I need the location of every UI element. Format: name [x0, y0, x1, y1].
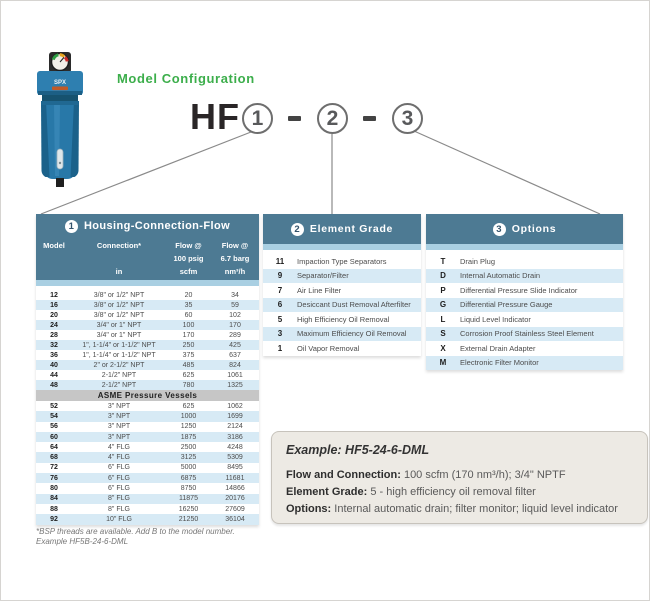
example-options-line: Options: Internal automatic drain; filter monitor; liquid level indicator	[286, 503, 618, 515]
table-row: M Electronic Filter Monitor	[426, 356, 623, 371]
dash-separator	[288, 116, 301, 121]
sight-glass	[57, 149, 63, 169]
table-row: 20 3/8" or 1/2" NPT 60 102	[36, 310, 259, 320]
drain-stub	[56, 178, 64, 187]
table1-title: Housing-Connection-Flow	[83, 220, 231, 232]
table-row: 12 3/8" or 1/2" NPT 20 34	[36, 290, 259, 300]
table-row: 3 Maximum Efficiency Oil Removal	[263, 327, 421, 342]
table2-title: Element Grade	[309, 223, 394, 235]
table-row: D Internal Automatic Drain	[426, 269, 623, 284]
table-row: L Liquid Level Indicator	[426, 312, 623, 327]
table-row: 80 6" FLG 8750 14866	[36, 483, 259, 493]
table-row: 44 2-1/2" NPT 625 1061	[36, 370, 259, 380]
table-row: 28 3/4" or 1" NPT 170 289	[36, 330, 259, 340]
table-row: 60 3" NPT 1875 3186	[36, 432, 259, 442]
table-row: 5 High Efficiency Oil Removal	[263, 312, 421, 327]
segment-circle-3: 3	[392, 103, 423, 134]
table2-rows	[263, 254, 421, 356]
table1-asme-rows	[36, 401, 259, 525]
page-title: Model Configuration	[117, 71, 255, 86]
table-row: S Corrosion Proof Stainless Steel Element	[426, 327, 623, 342]
table-row: 56 3" NPT 1250 2124	[36, 422, 259, 432]
table-row: 16 3/8" or 1/2" NPT 35 59	[36, 300, 259, 310]
table-row: 68 4" FLG 3125 5309	[36, 452, 259, 462]
table-row: 9 Separator/Filter	[263, 269, 421, 284]
bsp-footnote: *BSP threads are available. Add B to the model number. Example HF5B-24-6-DML	[36, 527, 235, 546]
table-options	[426, 214, 623, 370]
table3-title-bar	[426, 214, 623, 244]
table-row: 48 2-1/2" NPT 780 1325	[36, 380, 259, 390]
asme-section-band: ASME Pressure Vessels	[36, 390, 259, 401]
example-flow-line: Flow and Connection: 100 scfm (170 nm³/h); 3/4" NPTF	[286, 469, 566, 481]
table1-number-badge: 1	[65, 220, 78, 233]
table-row: 36 1", 1-1/4" or 1-1/2" NPT 375 637	[36, 350, 259, 360]
example-grade-line: Element Grade: 5 - high efficiency oil removal filter	[286, 486, 536, 498]
example-box	[271, 431, 648, 524]
table-housing-connection-flow	[36, 214, 259, 525]
table-row: 52 3" NPT 625 1062	[36, 401, 259, 411]
example-title: Example: HF5-24-6-DML	[286, 443, 430, 457]
table-row: T Drain Plug	[426, 254, 623, 269]
model-prefix: HF	[190, 96, 240, 137]
table-row: P Differential Pressure Slide Indicator	[426, 283, 623, 298]
table-row: 40 2" or 2-1/2" NPT 485 824	[36, 360, 259, 370]
table-row: 76 6" FLG 6875 11681	[36, 473, 259, 483]
table-row: 24 3/4" or 1" NPT 100 170	[36, 320, 259, 330]
segment-circle-1: 1	[242, 103, 273, 134]
table2-number-badge: 2	[291, 223, 304, 236]
table-row: 6 Desiccant Dust Removal Afterfilter	[263, 298, 421, 313]
table-row: 1 Oil Vapor Removal	[263, 341, 421, 356]
table-row: 92 10" FLG 21250 36104	[36, 514, 259, 524]
table-row: 54 3" NPT 1000 1699	[36, 411, 259, 421]
table-row: 11 Impaction Type Separators	[263, 254, 421, 269]
table-row: 64 4" FLG 2500 4248	[36, 442, 259, 452]
table3-title: Options	[511, 223, 557, 235]
table-row: X External Drain Adapter	[426, 341, 623, 356]
table1-title-bar	[36, 214, 259, 238]
table2-title-bar	[263, 214, 421, 244]
table-row: 84 8" FLG 11875 20176	[36, 494, 259, 504]
table-row: 7 Air Line Filter	[263, 283, 421, 298]
product-label	[52, 87, 68, 91]
table-row: 88 8" FLG 16250 27609	[36, 504, 259, 514]
segment-circle-2: 2	[317, 103, 348, 134]
table-element-grade	[263, 214, 421, 356]
table3-number-badge: 3	[493, 223, 506, 236]
table-row: 32 1", 1-1/4" or 1-1/2" NPT 250 425	[36, 340, 259, 350]
table-row: 72 6" FLG 5000 8495	[36, 463, 259, 473]
table3-rows	[426, 254, 623, 370]
table-row: G Differential Pressure Gauge	[426, 298, 623, 313]
table1-main-rows	[36, 290, 259, 390]
dash-separator	[363, 116, 376, 121]
brand-label: SPX	[53, 80, 67, 86]
filter-product-image	[34, 51, 86, 189]
table1-column-headers: Model Connection* in Flow @ 100 psig scfm Flow @ 6.7 barg nm³/h	[36, 238, 259, 280]
